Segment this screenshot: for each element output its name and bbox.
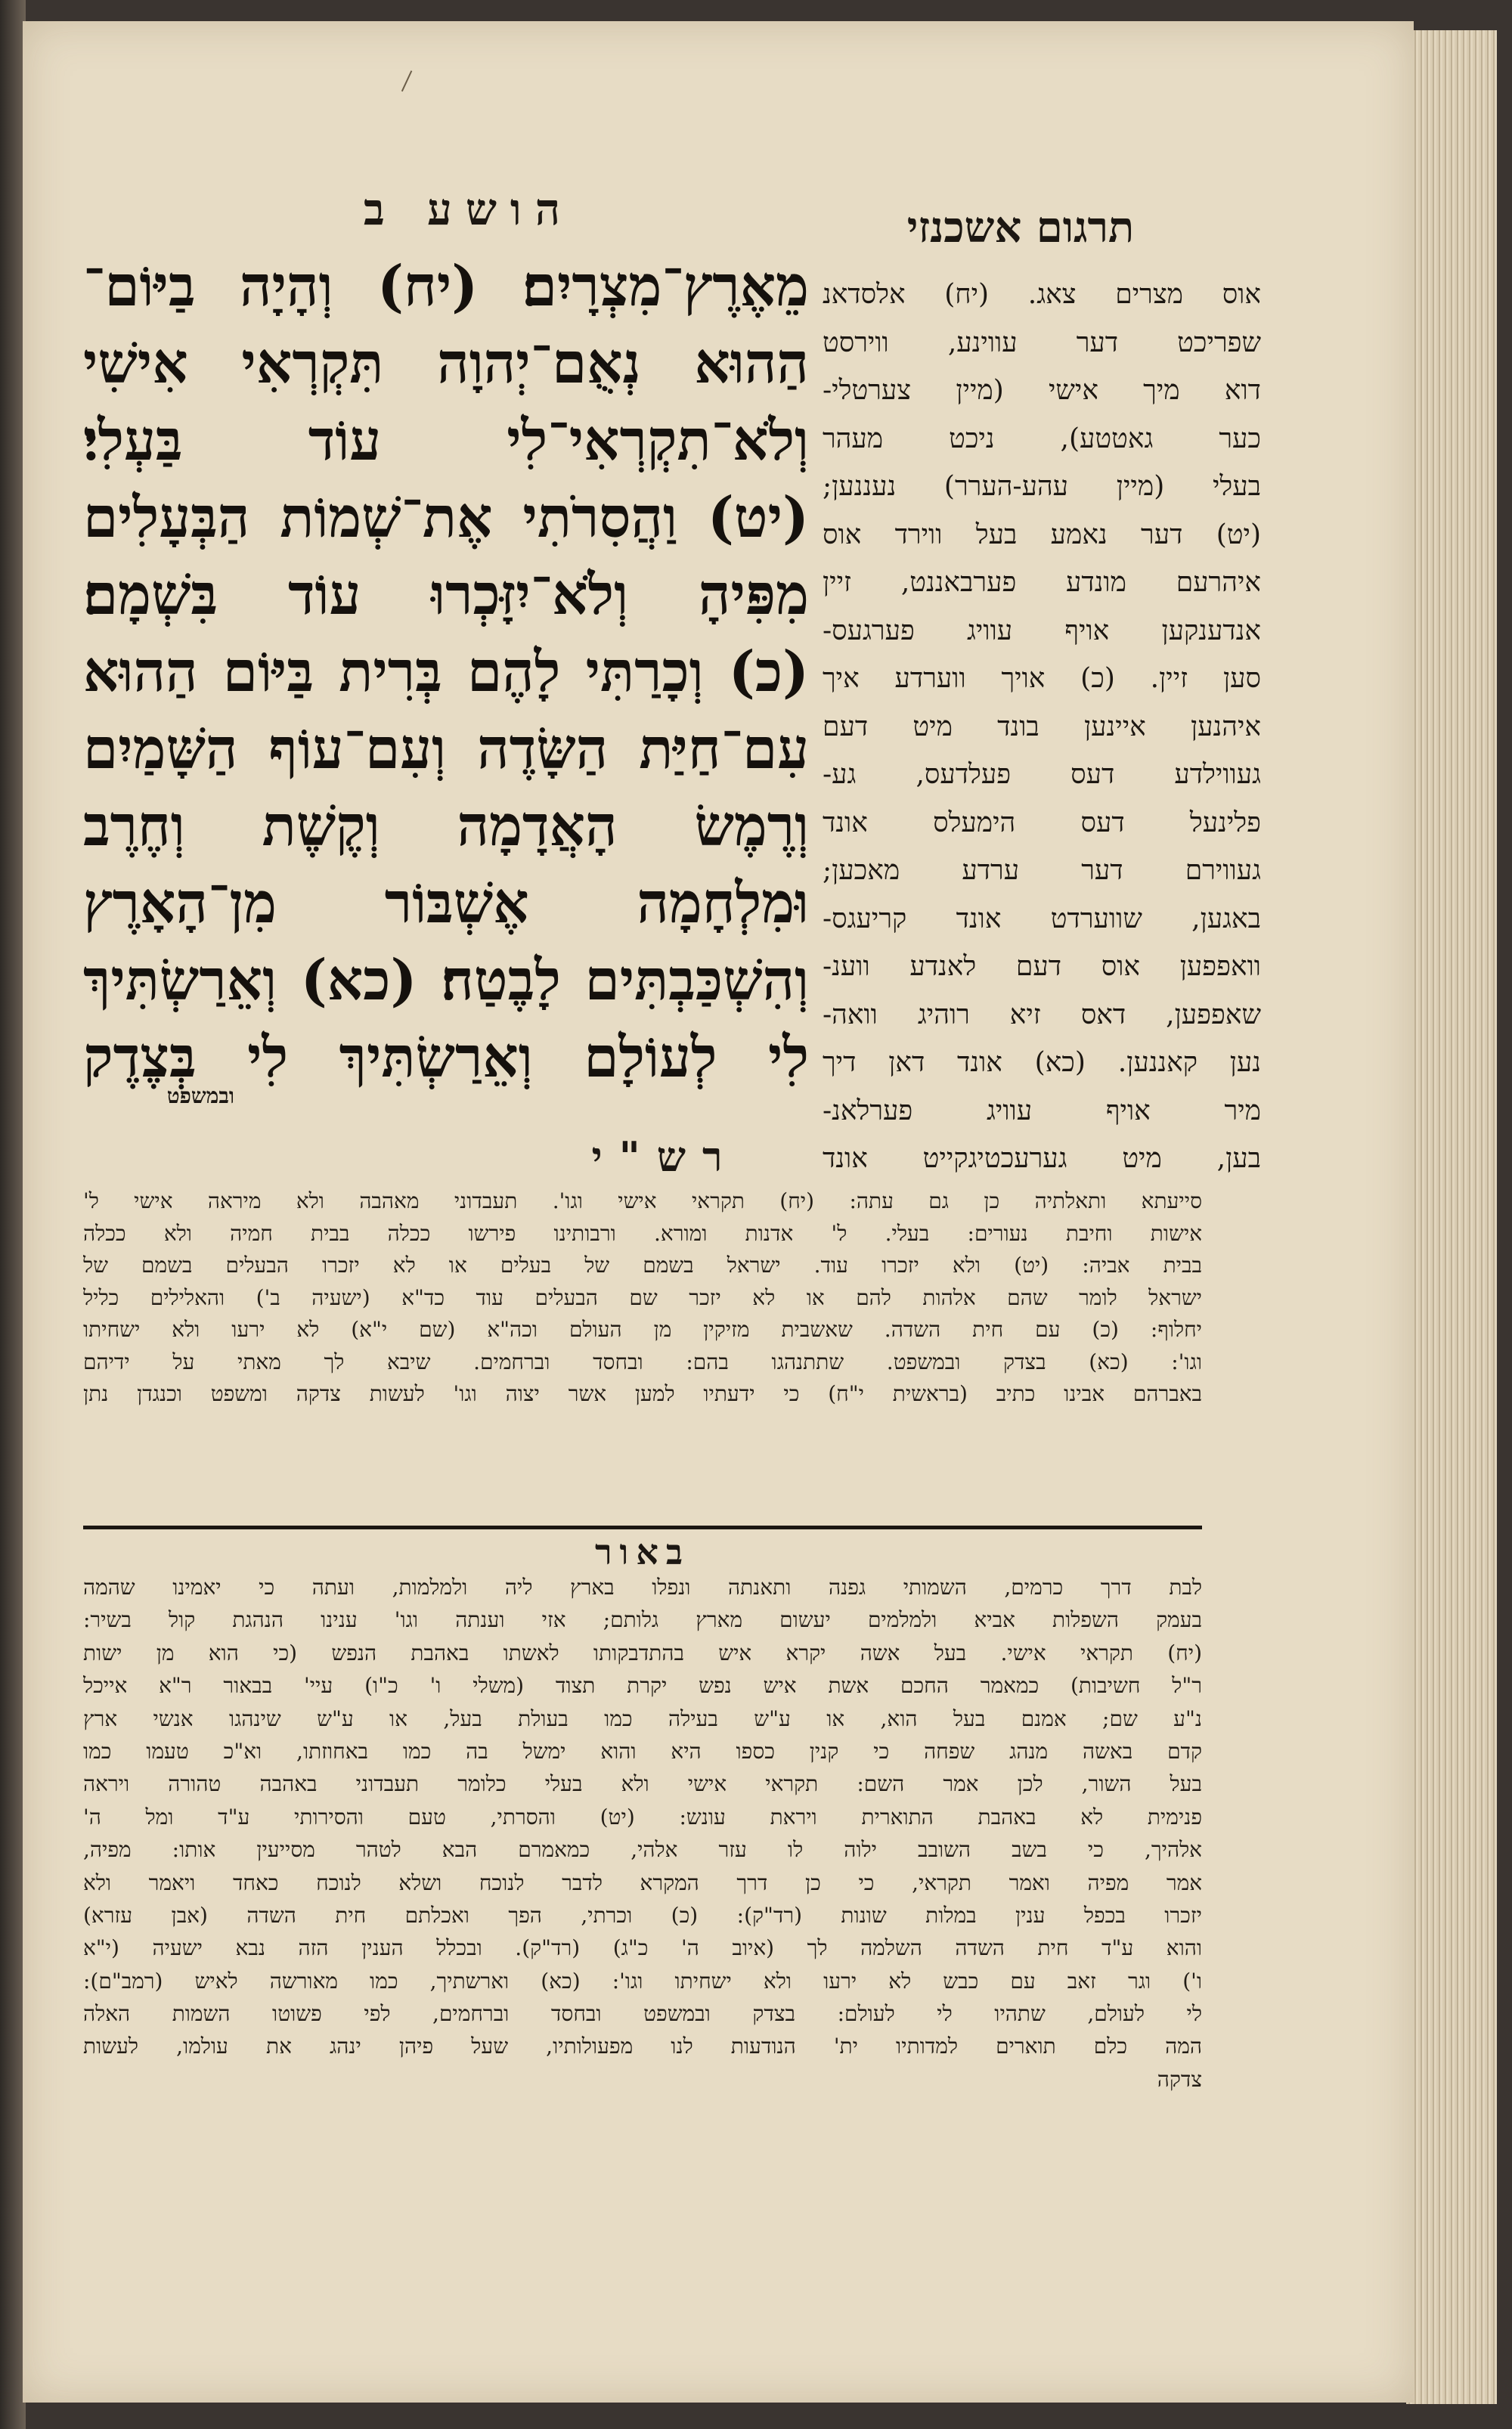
- hebrew-line: מִפִּיהָ וְלֹא־יִזָּכְרוּ עוֹד בִּשְׁמָם׃: [83, 562, 809, 627]
- beur-line: המה כלם תוארים למדותיו ית' הנודעות לנו מפעולותיו, שעל פיהן ינהג את עולמו, לעשות: [83, 2034, 1202, 2059]
- running-header-targum: תרגום אשכנזי: [906, 203, 1135, 253]
- beur-line: אלהיך, כי בשב השובב ילוה לו עזר אלהי, כמאמרם הבא לטהר מסייעין אותו: מפיה,: [83, 1837, 1202, 1863]
- beur-commentary: [83, 1571, 1202, 2176]
- book-spine: [0, 0, 26, 2429]
- beur-line: פנימית לא באהבת התוארית ויראת עונש: (יט) והסרתי, טעם והסירותי ע"ד ומל ה': [83, 1804, 1202, 1829]
- targum-line: שפריכט דער עווינע, ווירסט: [823, 327, 1261, 358]
- rashi-line: סייעתא ותאלתיה כן גם עתה: (יח) תקראי אישי וגו'. תעבדוני מאהבה ולא מיראה אישי ל': [83, 1188, 1202, 1213]
- hebrew-line: (יט) וַהֲסִרֹתִי אֶת־שְׁמוֹת הַבְּעָלִים: [83, 485, 809, 550]
- page-edges: [1406, 30, 1497, 2404]
- main-hebrew-text: [83, 248, 809, 1095]
- targum-line: איהרעם מונדע פערבאננט, זיין: [823, 567, 1261, 598]
- targum-column: [823, 271, 1261, 1174]
- targum-line: נען קאננען. (כא) אונד דאן דיך: [823, 1047, 1261, 1078]
- hebrew-line: וְרֶמֶשׂ הָאֲדָמָה וְקֶשֶׁת וְחֶרֶב: [83, 794, 809, 859]
- targum-line: (יט) דער נאמע בעל ווירד אוס: [823, 519, 1261, 550]
- targum-line: פלינעל דעס הימעלס אונד: [823, 807, 1261, 838]
- section-divider: [83, 1526, 1202, 1529]
- hebrew-line: וְהִשְׁכַּבְתִּים לָבֶטַח׃ (כא) וְאֵרַשְׂתִּיךְ: [83, 948, 809, 1013]
- beur-line: צדקה: [1157, 2066, 1202, 2092]
- beur-heading: באור: [594, 1532, 691, 1572]
- rashi-commentary: [83, 1185, 1202, 1473]
- beur-line: אמר מפיה ואמר תקראי, כי כן דרך המקרא לדבר לנוכח ושלא לנוכח כאחד ויאמר ולא: [83, 1870, 1202, 1895]
- beur-line: קדם באשה מנהג שפחה כי קנין כספו היא והוא ימשל בה כמו באחוזתו, וא"כ טעמו כמו: [83, 1738, 1202, 1764]
- targum-line: כער גאטטע), ניכט מעהר: [823, 423, 1261, 454]
- targum-line: איהנען איינען בונד מיט דעם: [823, 711, 1261, 742]
- rashi-line: בבית אביה: (יט) ולא יזכרו עוד. ישראל בשמם של בעלים או לא יזכרו הבעלים בשמם של: [83, 1253, 1202, 1278]
- rashi-line: וגו': (כא) בצדק ובמשפט. שתתנהגו בהם: ובחסד וברחמים. שיבא לך מאתי על ידיהם: [83, 1349, 1202, 1374]
- targum-line: אוס מצרים צאג. (יח) אלסדאנ: [823, 279, 1261, 310]
- beur-line: (יח) תקראי אישי. בעל אשה יקרא איש בהתדבקותו לאשתו באהבת הנפש (כי הוא מן ישות: [83, 1640, 1202, 1665]
- targum-line: אנדענקען אויף עוויג פערגעס-: [823, 615, 1261, 646]
- pen-mark: [388, 64, 413, 91]
- targum-line: שאפפען, דאס זיא רוהיג וואה-: [823, 999, 1261, 1030]
- beur-line: לבת דרך כרמים, השמותי גפנה ותאנתה ונפלו בארץ ליה ולמלמות, ועתה כי יאמינו שהמה: [83, 1575, 1202, 1600]
- hebrew-line: וּמִלְחָמָה אֶשְׁבּוֹר מִן־הָאָרֶץ: [83, 871, 809, 936]
- beur-line: בעמק השפלות אביא ולמלמים יעשום מארץ גלותם; אזי וענתה וגו' ענינו הנהגת קול בשיר:: [83, 1607, 1202, 1633]
- targum-line: דוא מיך אישי (מיין צערטלי-: [823, 375, 1261, 406]
- beur-line: נ"ע שם; אמנם בעל הוא, או ע"ש בעילה כמו בעולת בעל, או ע"ש שינהגו אנשי ארץ: [83, 1706, 1202, 1731]
- beur-line: ו') וגר זאב עם כבש לא ירעו ולא ישחיתו וגו': (כא) וארשתיך, כמו מאורשה לאיש (רמב"ם):: [83, 1968, 1202, 1994]
- hebrew-line: (כ) וְכָרַתִּי לָהֶם בְּרִית בַּיּוֹם הַהוּא: [83, 640, 809, 705]
- book-page: [23, 21, 1414, 2403]
- targum-line: בעלי (מיין עהע-הערר) נעננען;: [823, 471, 1261, 502]
- rashi-line: יחלוף: (כ) עם חית השדה. שאשבית מזיקין מן העולם וכה"א (שם י"א) לא ירעו ולא ישחיתו: [83, 1317, 1202, 1342]
- targum-line: סען זיין. (כ) אויך ווערדע איך: [823, 663, 1261, 694]
- catchword: ובמשפט: [166, 1083, 234, 1108]
- rashi-line: באברהם אבינו כתיב (בראשית י"ח) כי ידעתיו למען אשר יצוה וגו' לעשות צדקה ומשפט וכנגדן נתן: [83, 1381, 1202, 1406]
- hebrew-line: הַהוּא נְאֻם־יְהוָה תִּקְרְאִי אִישִׁי: [83, 331, 809, 396]
- running-header-book: הושע ב: [363, 184, 575, 235]
- beur-line: בעל השור, לכן אמר השם: תקראי אישי ולא בעלי כלומר תעבדוני באהבה טהורה ויראה: [83, 1771, 1202, 1797]
- rashi-line: ישראל לומר שהם אלהות להם או לא יזכר שם הבעלים עוד כד"א (ישעיה ב') והאלילים כליל: [83, 1284, 1202, 1310]
- hebrew-line: עִם־חַיַּת הַשָּׂדֶה וְעִם־עוֹף הַשָּׁמַיִם: [83, 717, 809, 782]
- hebrew-line: וְלֹא־תִקְרְאִי־לִי עוֹד בַּעְלִי׃: [83, 408, 809, 473]
- hebrew-line: לִי לְעוֹלָם וְאֵרַשְׂתִּיךְ לִי בְּצֶדֶק: [83, 1025, 809, 1090]
- targum-line: באגען, שווערדט אונד קריעגס-: [823, 903, 1261, 934]
- beur-line: והוא ע"ד חית השדה השלמה לך (איוב ה' כ"ג) (רד"ק). ובכלל הענין הזה נבא ישעיה (י"א: [83, 1935, 1202, 1961]
- targum-line: געווירם דער ערדע מאכען;: [823, 855, 1261, 886]
- hebrew-line: מֵאֶרֶץ־מִצְרָיִם׃ (יח) וְהָיָה בַיּוֹם־: [83, 254, 809, 319]
- targum-line: מיר אויף עוויג פערלאנ-: [823, 1095, 1261, 1126]
- beur-line: לי לעולם, שתהיו לי לעולם: בצדק ובמשפט ובחסד וברחמים, לפי פשוטו השמות האלה: [83, 2001, 1202, 2027]
- beur-line: ר"ל חשיבות) כמאמר החכם אשת איש נפש יקרת תצוד (משלי ו' כ"ו) עיי' בבאור ר"א אייכל: [83, 1673, 1202, 1699]
- rashi-line: אישות וחיבת נעורים: בעלי. ל' אדנות ומורא. ורבותינו פירשו ככלה בבית חמיה ולא ככלה: [83, 1220, 1202, 1246]
- targum-line: וואפפען אוס דעם לאנדע ווענ-: [823, 951, 1261, 982]
- targum-line: בען, מיט גערעכטיגקייט אונד: [823, 1143, 1261, 1174]
- beur-line: יזכרו בכפל ענין במלות שונות (רד"ק): (כ) וכרתי, הפך ואכלתם חית השדה (אבן עזרא): [83, 1902, 1202, 1928]
- targum-line: געווילדע דעס פעלדעס, גע-: [823, 759, 1261, 790]
- rashi-heading: רש"י: [591, 1132, 739, 1181]
